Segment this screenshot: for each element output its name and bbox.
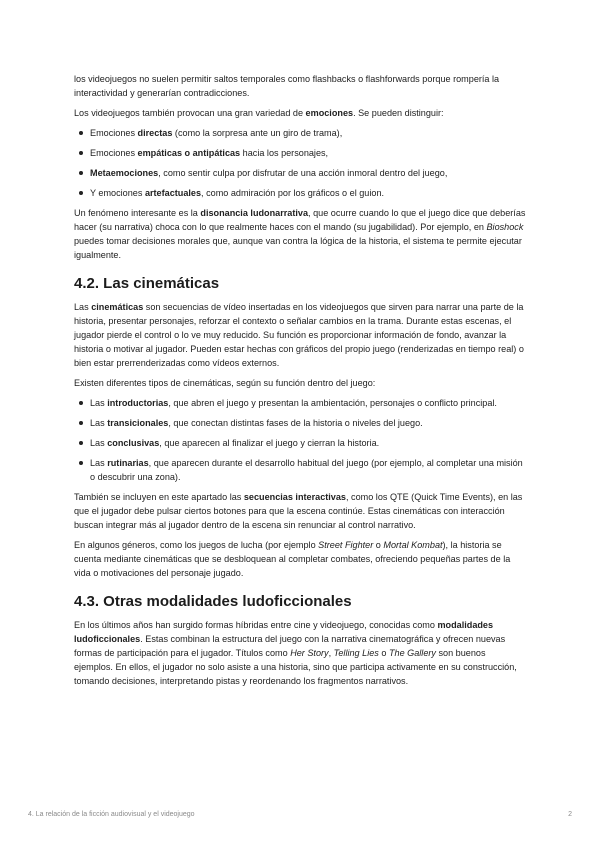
emotions-list	[74, 126, 526, 200]
list-item: Las rutinarias, que aparecen durante el desarrollo habitual del juego (por ejemplo, al completar una misión o descubrir una zona).	[90, 456, 526, 484]
page-content	[74, 72, 526, 694]
cinematic-types-list	[74, 396, 526, 484]
list-item: Las introductorias, que abren el juego y presentan la ambientación, personajes o conflicto principal.	[90, 396, 526, 410]
footer-chapter-title: 4. La relación de la ficción audiovisual y el videojuego	[28, 811, 195, 818]
list-item: Las transicionales, que conectan distintas fases de la historia o niveles del juego.	[90, 416, 526, 430]
paragraph-ludofictional: En los últimos años han surgido formas híbridas entre cine y videojuego, conocidas como modalidades ludoficcionales. Estas combinan la estructura del juego con la narrativa cinematográfica y ofrecen nuevas formas de participación para el jugador. Títulos como Her Story, Telling Lies o The Gallery son buenos ejemplos. En ellos, el jugador no solo asiste a una historia, sino que participa activamente en su construcción, tomando decisiones, interpretando pistas y reordenando los fragmentos narrativos.	[74, 620, 517, 686]
paragraph-emotions: Los videojuegos también provocan una gran variedad de emociones. Se pueden distinguir:	[74, 108, 444, 118]
page-number: 2	[568, 811, 572, 818]
page-footer	[28, 811, 572, 818]
list-item: Las conclusivas, que aparecen al finalizar el juego y cierran la historia.	[90, 436, 526, 450]
section-heading-cinematics: 4.2. Las cinemáticas	[74, 275, 220, 292]
paragraph-cinematics: Las cinemáticas son secuencias de vídeo insertadas en los videojuegos que sirven para narrar una parte de la historia, presentar personajes, reforzar el contexto o señalar cambios en la trama. Durante estas escenas, el jugador pierde el control o lo ve muy reducido. Su función es proporcionar información de fondo, avanzar la historia o motivar al jugador. Pueden estar hechas con gráficos del propio juego (renderizadas en tiempo real) o bien estar prerrenderizadas como vídeos externos.	[74, 302, 524, 368]
paragraph-intro: los videojuegos no suelen permitir saltos temporales como flashbacks o flashforwards porque rompería la interactividad y generarían contradicciones.	[74, 74, 500, 98]
paragraph-fighting-games: En algunos géneros, como los juegos de lucha (por ejemplo Street Fighter o Mortal Kombat), la historia se cuenta mediante cinemáticas que se desbloquean al completar combates, ofreciendo pequeñas partes de la vida o motivaciones del personaje jugado.	[74, 540, 511, 578]
paragraph-types-intro: Existen diferentes tipos de cinemáticas, según su función dentro del juego:	[74, 378, 376, 388]
list-item: Metaemociones, como sentir culpa por disfrutar de una acción inmoral dentro del juego,	[90, 166, 526, 180]
paragraph-dissonance: Un fenómeno interesante es la disonancia ludonarrativa, que ocurre cuando lo que el juego dice que deberías hacer (su narrativa) choca con lo que realmente haces con el mando (su jugabilidad). Por ejemplo, en Bioshock puedes tomar decisiones morales que, aunque van contra la lógica de la historia, el sistema te permite ejecutar igualmente.	[74, 208, 526, 260]
paragraph-interactive: También se incluyen en este apartado las secuencias interactivas, como los QTE (Quick Time Events), en las que el jugador debe pulsar ciertos botones para que la escena continúe. Estas cinemáticas con interacción buscan integrar más al jugador dentro de la escena sin renunciar al control narrativo.	[74, 492, 523, 530]
list-item: Emociones directas (como la sorpresa ante un giro de trama),	[90, 126, 526, 140]
list-item: Y emociones artefactuales, como admiración por los gráficos o el guion.	[90, 186, 526, 200]
list-item: Emociones empáticas o antipáticas hacia los personajes,	[90, 146, 526, 160]
section-heading-ludofictional: 4.3. Otras modalidades ludoficcionales	[74, 593, 352, 610]
